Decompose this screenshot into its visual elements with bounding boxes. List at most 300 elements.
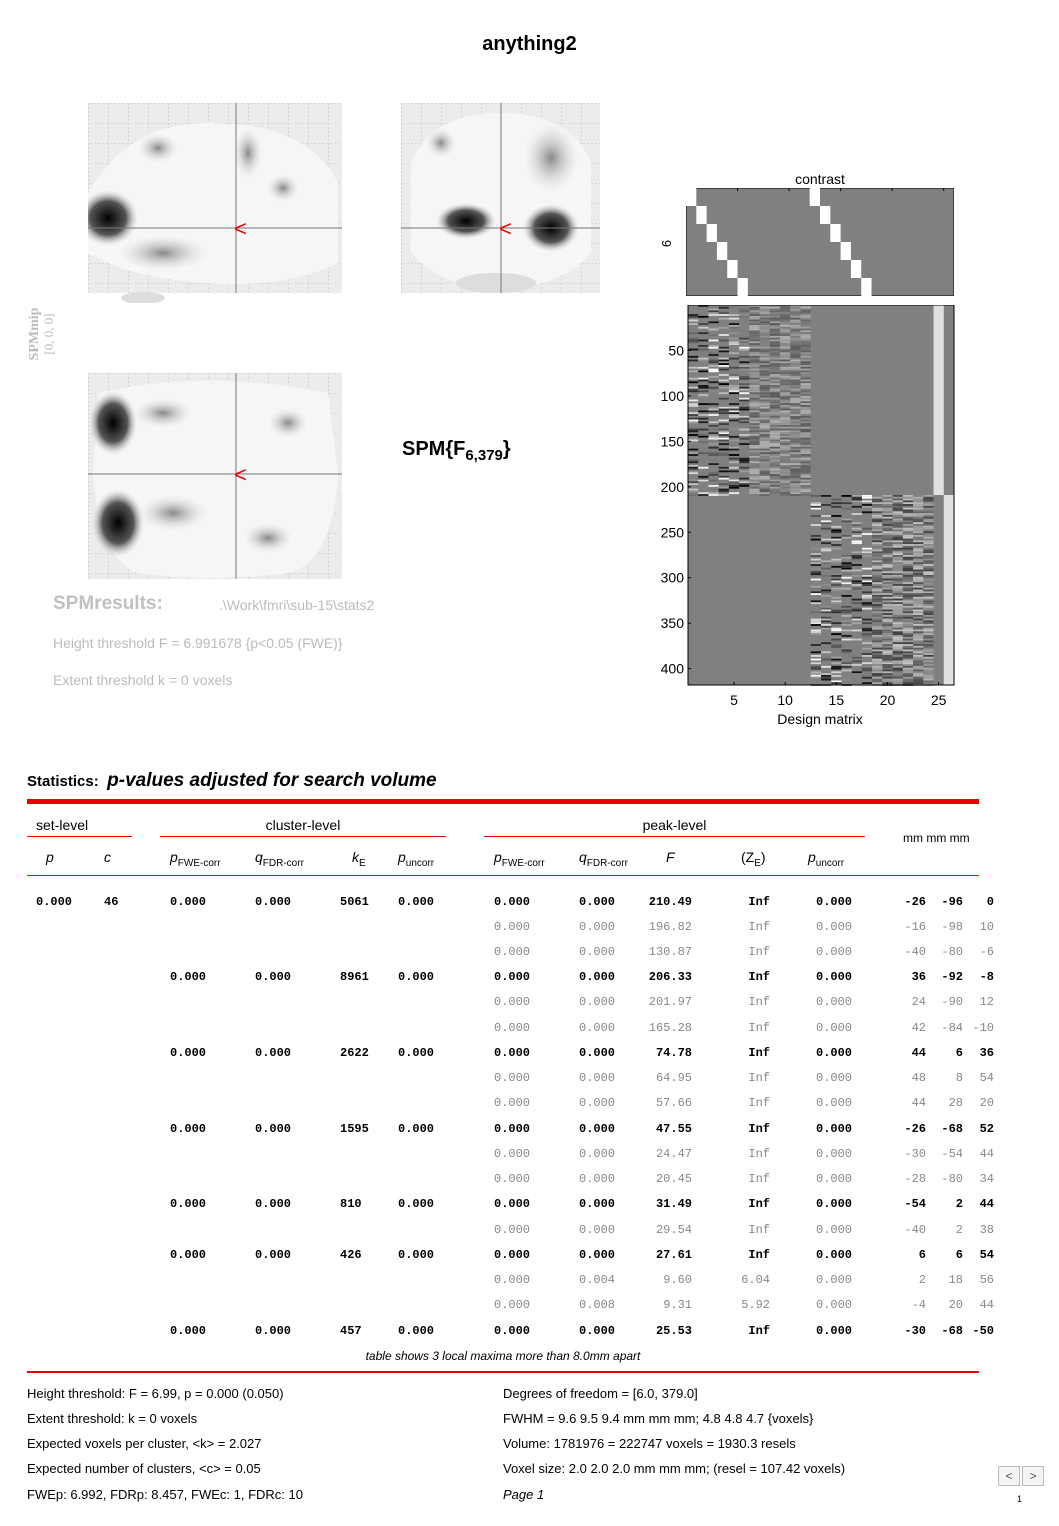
design-cell	[923, 506, 933, 508]
design-cell	[903, 655, 913, 657]
design-cell	[811, 506, 821, 508]
prev-page-button[interactable]: <	[998, 1466, 1020, 1486]
design-cell	[872, 531, 882, 533]
design-cell	[923, 682, 933, 684]
table-cell-Z: Inf	[748, 1172, 770, 1186]
design-cell	[760, 381, 770, 383]
table-cell-cl-unc: 0.000	[398, 1197, 435, 1211]
design-cell	[821, 628, 831, 630]
design-cell	[780, 349, 790, 351]
design-cell	[780, 381, 790, 383]
design-cell	[872, 526, 882, 528]
design-cell	[923, 562, 933, 564]
design-cell	[852, 528, 862, 530]
table-row[interactable]	[0, 945, 1000, 961]
design-cell	[893, 571, 903, 573]
design-cell	[872, 571, 882, 573]
design-cell	[770, 416, 780, 418]
design-cell	[923, 513, 933, 515]
design-cell	[903, 515, 913, 517]
design-cell	[719, 432, 729, 434]
design-cell	[698, 414, 708, 416]
design-cell	[913, 540, 923, 542]
design-cell	[719, 398, 729, 400]
table-cell-pk-unc: 0.000	[816, 1273, 853, 1287]
design-cell	[903, 582, 913, 584]
table-cell-pk-unc: 0.000	[816, 1197, 853, 1211]
design-cell	[893, 653, 903, 655]
design-cell	[801, 367, 811, 369]
design-cell	[801, 461, 811, 463]
design-cell	[841, 555, 851, 557]
table-cell-y: -92	[941, 970, 963, 984]
design-cell	[698, 434, 708, 436]
design-ytick-label: 50	[668, 342, 684, 359]
table-cell-Z: Inf	[748, 1324, 770, 1338]
design-cell	[821, 520, 831, 522]
next-page-button[interactable]: >	[1022, 1466, 1044, 1486]
design-cell	[770, 387, 780, 389]
design-cell	[739, 392, 749, 394]
design-cell	[831, 679, 841, 681]
design-cell	[841, 611, 851, 613]
design-cell	[688, 390, 698, 392]
design-cell	[893, 528, 903, 530]
design-cell	[780, 378, 790, 380]
design-cell	[708, 460, 718, 462]
design-cell	[719, 490, 729, 492]
table-row[interactable]	[0, 1147, 1000, 1163]
design-cell	[760, 405, 770, 407]
design-cell	[821, 606, 831, 608]
design-cell	[903, 666, 913, 668]
table-cell-ke: 810	[340, 1197, 362, 1211]
design-cell	[811, 591, 821, 593]
glass-brain-axial[interactable]	[88, 373, 342, 580]
design-cell	[882, 560, 892, 562]
design-cell	[770, 394, 780, 396]
design-cell	[760, 330, 770, 332]
design-cell	[719, 383, 729, 385]
design-cell	[841, 566, 851, 568]
design-cell	[913, 519, 923, 521]
design-cell	[862, 591, 872, 593]
table-cell-y: -96	[941, 895, 963, 909]
design-cell	[923, 559, 933, 561]
design-cell	[749, 407, 759, 409]
table-row[interactable]	[0, 920, 1000, 936]
table-cell-x: -26	[904, 895, 926, 909]
design-cell	[780, 409, 790, 411]
design-cell	[770, 418, 780, 420]
design-cell	[688, 412, 698, 414]
design-cell	[923, 637, 933, 639]
design-cell	[770, 330, 780, 332]
design-cell	[749, 358, 759, 360]
extent-threshold: Extent threshold k = 0 voxels	[53, 672, 233, 688]
design-cell	[811, 577, 821, 579]
design-ytick-label: 150	[660, 433, 684, 450]
design-cell	[841, 573, 851, 575]
design-cell	[780, 478, 790, 480]
design-cell	[923, 546, 933, 548]
design-cell	[749, 414, 759, 416]
design-cell	[903, 611, 913, 613]
design-cell	[770, 367, 780, 369]
design-cell	[831, 539, 841, 541]
design-cell	[872, 582, 882, 584]
design-cell	[831, 537, 841, 539]
design-cell	[749, 494, 759, 496]
design-cell	[882, 635, 892, 637]
design-cell	[841, 570, 851, 572]
design-cell	[872, 564, 882, 566]
design-cell	[903, 535, 913, 537]
design-cell	[688, 323, 698, 325]
design-cell	[760, 370, 770, 372]
table-row[interactable]	[0, 1324, 1000, 1340]
design-cell	[801, 383, 811, 385]
design-cell	[698, 476, 708, 478]
table-row[interactable]	[0, 1071, 1000, 1087]
design-cell	[903, 575, 913, 577]
design-cell	[688, 356, 698, 358]
design-cell	[862, 584, 872, 586]
design-cell	[780, 440, 790, 442]
contrast-weight	[841, 242, 851, 260]
table-row[interactable]	[0, 1248, 1000, 1264]
design-cell	[831, 646, 841, 648]
design-cell	[698, 436, 708, 438]
design-cell	[688, 460, 698, 462]
design-cell	[903, 624, 913, 626]
design-cell	[739, 347, 749, 349]
design-cell	[903, 602, 913, 604]
design-cell	[862, 506, 872, 508]
design-cell	[862, 635, 872, 637]
design-cell	[719, 434, 729, 436]
design-cell	[852, 497, 862, 499]
design-cell	[913, 526, 923, 528]
design-cell	[903, 562, 913, 564]
design-cell	[790, 478, 800, 480]
table-cell-cl-fdr: 0.000	[255, 1197, 292, 1211]
design-cell	[790, 401, 800, 403]
table-cell-x: 44	[911, 1046, 926, 1060]
design-cell	[893, 533, 903, 535]
design-cell	[801, 387, 811, 389]
statistics-title: Statistics: p-values adjusted for search volume	[27, 770, 437, 791]
design-cell	[790, 332, 800, 334]
design-cell	[749, 489, 759, 491]
design-cell	[770, 349, 780, 351]
table-row[interactable]	[0, 1197, 1000, 1213]
table-cell-pk-fdr: 0.000	[579, 1046, 616, 1060]
design-cell	[821, 642, 831, 644]
design-cell	[780, 354, 790, 356]
design-cell	[780, 416, 790, 418]
design-cell	[688, 472, 698, 474]
design-cell	[801, 480, 811, 482]
design-cell	[760, 363, 770, 365]
design-cell	[872, 640, 882, 642]
design-cell	[893, 677, 903, 679]
design-cell	[760, 392, 770, 394]
design-cell	[923, 564, 933, 566]
design-cell	[913, 655, 923, 657]
design-cell	[872, 637, 882, 639]
design-cell	[923, 624, 933, 626]
design-cell	[872, 533, 882, 535]
design-cell	[688, 360, 698, 362]
design-cell	[790, 345, 800, 347]
design-cell	[903, 500, 913, 502]
col-peak-F: F	[666, 849, 675, 865]
design-cell	[770, 365, 780, 367]
design-cell	[780, 329, 790, 331]
design-constant	[934, 305, 944, 495]
design-cell	[708, 314, 718, 316]
design-cell	[770, 465, 780, 467]
design-cell	[801, 363, 811, 365]
design-cell	[688, 483, 698, 485]
design-cell	[893, 519, 903, 521]
design-cell	[913, 619, 923, 621]
design-cell	[923, 659, 933, 661]
design-cell	[923, 577, 933, 579]
design-cell	[872, 580, 882, 582]
design-cell	[872, 550, 882, 552]
design-cell	[780, 387, 790, 389]
design-cell	[790, 340, 800, 342]
design-cell	[923, 540, 933, 542]
design-xtick-label: 5	[730, 692, 738, 708]
design-cell	[882, 531, 892, 533]
design-cell	[719, 410, 729, 412]
design-cell	[760, 474, 770, 476]
design-cell	[923, 680, 933, 682]
design-cell	[749, 387, 759, 389]
design-cell	[760, 429, 770, 431]
table-cell-Z: Inf	[748, 1122, 770, 1136]
design-cell	[882, 619, 892, 621]
table-row[interactable]	[0, 1298, 1000, 1314]
design-cell	[780, 345, 790, 347]
design-cell	[708, 387, 718, 389]
design-cell	[811, 579, 821, 581]
design-cell	[749, 367, 759, 369]
design-cell	[760, 410, 770, 412]
table-row[interactable]	[0, 1122, 1000, 1138]
design-cell	[872, 595, 882, 597]
design-cell	[780, 392, 790, 394]
design-cell	[780, 481, 790, 483]
design-cell	[790, 412, 800, 414]
design-cell	[872, 522, 882, 524]
design-cell	[770, 383, 780, 385]
design-cell	[852, 530, 862, 532]
table-cell-cl-fwe: 0.000	[170, 970, 207, 984]
design-cell	[903, 530, 913, 532]
design-cell	[872, 511, 882, 513]
set-level-header: set-level	[36, 817, 89, 833]
table-cell-cl-fwe: 0.000	[170, 1046, 207, 1060]
design-cell	[790, 434, 800, 436]
design-cell	[903, 531, 913, 533]
table-cell-F: 25.53	[655, 1324, 692, 1338]
design-cell	[821, 611, 831, 613]
design-cell	[882, 626, 892, 628]
design-cell	[882, 668, 892, 670]
table-row[interactable]	[0, 1021, 1000, 1037]
design-cell	[708, 309, 718, 311]
table-cell-F: 9.60	[663, 1273, 692, 1287]
table-row[interactable]	[0, 995, 1000, 1011]
design-cell	[872, 537, 882, 539]
design-cell	[770, 347, 780, 349]
design-cell	[852, 673, 862, 675]
design-ytick-label: 200	[660, 478, 684, 495]
design-cell	[882, 677, 892, 679]
design-cell	[708, 347, 718, 349]
design-cell	[913, 537, 923, 539]
design-cell	[790, 309, 800, 311]
design-cell	[903, 511, 913, 513]
table-row[interactable]	[0, 970, 1000, 986]
table-row[interactable]	[0, 1172, 1000, 1188]
table-cell-x: 44	[911, 1096, 926, 1110]
design-cell	[893, 510, 903, 512]
design-cell	[821, 533, 831, 535]
design-cell	[903, 631, 913, 633]
design-cell	[913, 611, 923, 613]
design-cell	[790, 374, 800, 376]
design-cell	[811, 575, 821, 577]
design-cell	[811, 502, 821, 504]
design-cell	[790, 360, 800, 362]
design-cell	[770, 401, 780, 403]
design-cell	[801, 416, 811, 418]
design-cell	[821, 515, 831, 517]
design-cell	[749, 454, 759, 456]
design-cell	[913, 608, 923, 610]
design-cell	[708, 485, 718, 487]
table-cell-cl-unc: 0.000	[398, 970, 435, 984]
design-cell	[790, 447, 800, 449]
design-cell	[780, 376, 790, 378]
design-cell	[882, 495, 892, 497]
design-cell	[801, 430, 811, 432]
design-cell	[893, 644, 903, 646]
design-cell	[862, 497, 872, 499]
table-cell-y: 6	[955, 1248, 963, 1262]
design-cell	[719, 423, 729, 425]
table-cell-pk-fdr: 0.000	[579, 1071, 616, 1085]
design-cell	[882, 573, 892, 575]
design-cell	[872, 659, 882, 661]
design-cell	[708, 312, 718, 314]
design-cell	[913, 511, 923, 513]
design-cell	[903, 590, 913, 592]
design-cell	[882, 515, 892, 517]
design-cell	[729, 387, 739, 389]
design-cell	[780, 363, 790, 365]
design-cell	[923, 644, 933, 646]
design-cell	[801, 423, 811, 425]
design-cell	[903, 639, 913, 641]
design-cell	[739, 356, 749, 358]
table-cell-y: -68	[941, 1122, 963, 1136]
design-cell	[790, 365, 800, 367]
design-cell	[770, 487, 780, 489]
design-cell	[821, 590, 831, 592]
design-cell	[913, 500, 923, 502]
table-cell-pk-fdr: 0.000	[579, 1147, 616, 1161]
design-cell	[872, 606, 882, 608]
design-cell	[770, 434, 780, 436]
design-cell	[790, 420, 800, 422]
design-cell	[698, 360, 708, 362]
design-cell	[852, 664, 862, 666]
design-cell	[698, 367, 708, 369]
table-row[interactable]	[0, 1223, 1000, 1239]
design-cell	[749, 465, 759, 467]
design-cell	[801, 449, 811, 451]
design-cell	[760, 398, 770, 400]
design-cell	[841, 635, 851, 637]
design-cell	[913, 522, 923, 524]
design-cell	[708, 360, 718, 362]
design-cell	[801, 481, 811, 483]
design-cell	[688, 438, 698, 440]
design-cell	[923, 613, 933, 615]
design-cell	[719, 307, 729, 309]
table-cell-Z: Inf	[748, 1021, 770, 1035]
table-row[interactable]	[0, 895, 1000, 911]
design-cell	[801, 454, 811, 456]
design-cell	[923, 635, 933, 637]
design-cell	[760, 350, 770, 352]
design-cell	[872, 660, 882, 662]
design-cell	[913, 568, 923, 570]
design-cell	[790, 369, 800, 371]
design-cell	[821, 610, 831, 612]
design-cell	[780, 410, 790, 412]
design-cell	[790, 410, 800, 412]
table-row[interactable]	[0, 1273, 1000, 1289]
design-cell	[811, 611, 821, 613]
design-cell	[913, 626, 923, 628]
design-cell	[913, 617, 923, 619]
design-cell	[790, 461, 800, 463]
design-cell	[893, 544, 903, 546]
design-cell	[882, 673, 892, 675]
design-cell	[831, 586, 841, 588]
design-cell	[770, 400, 780, 402]
design-cell	[872, 542, 882, 544]
table-row[interactable]	[0, 1046, 1000, 1062]
glass-brain-sagittal[interactable]	[88, 103, 342, 303]
design-cell	[780, 452, 790, 454]
glass-brain-coronal[interactable]	[401, 103, 600, 303]
design-cell	[882, 524, 892, 526]
design-cell	[688, 405, 698, 407]
table-row[interactable]	[0, 1096, 1000, 1112]
design-cell	[923, 617, 933, 619]
design-cell	[708, 425, 718, 427]
design-cell	[770, 421, 780, 423]
design-cell	[790, 454, 800, 456]
